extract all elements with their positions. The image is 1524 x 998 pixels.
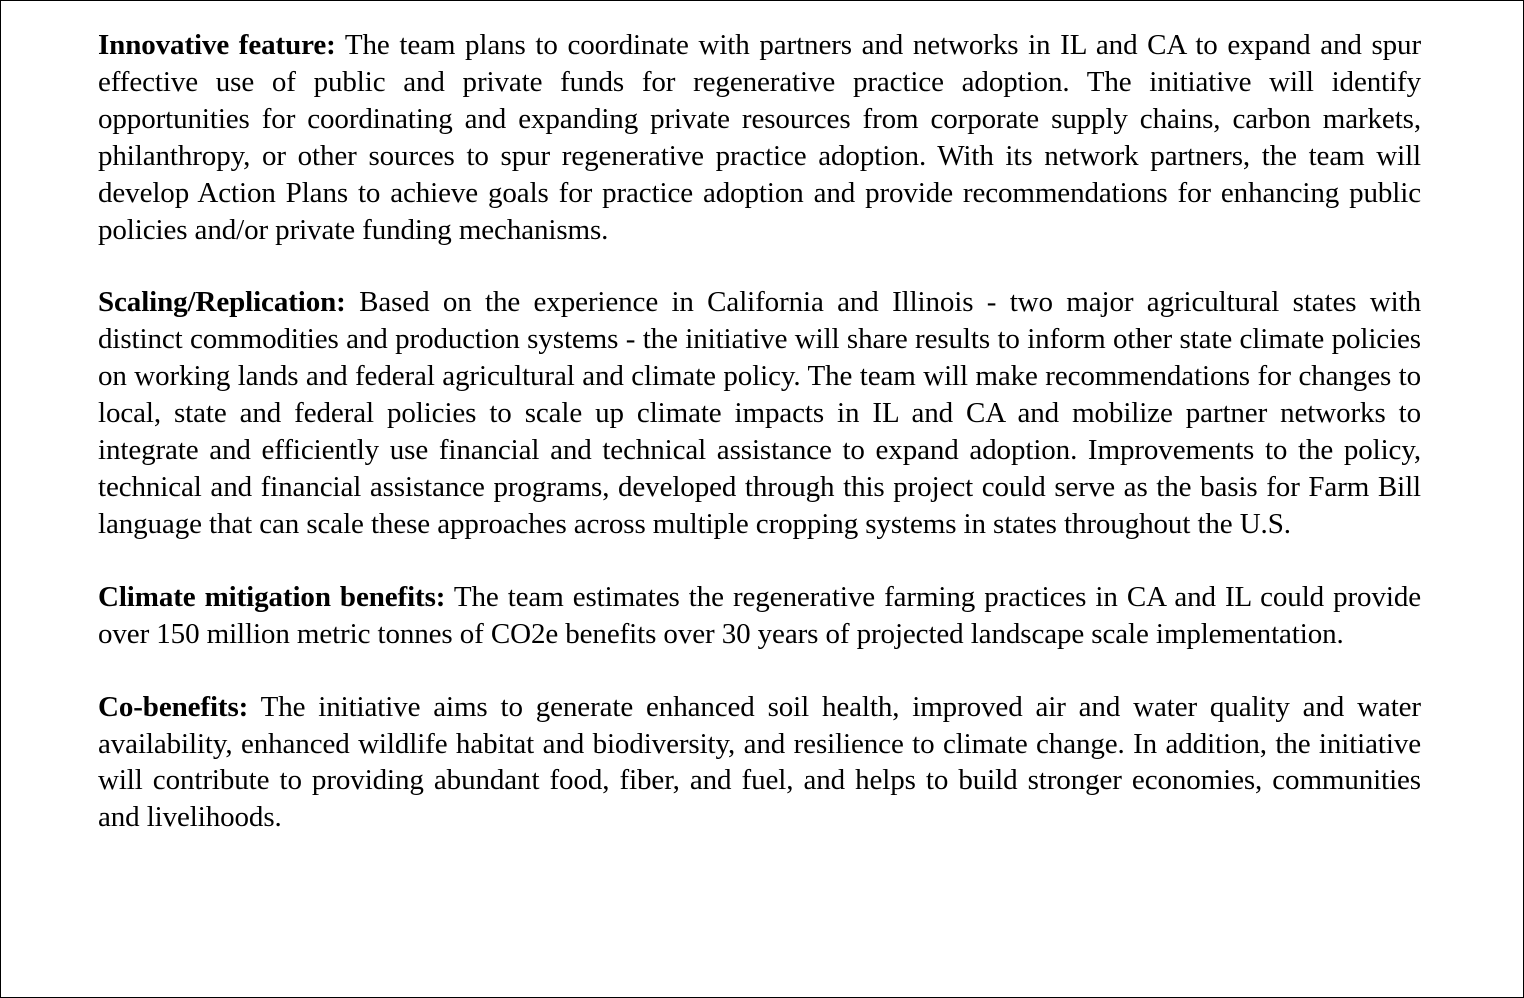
paragraph-co-benefits [98, 689, 1421, 837]
paragraph-innovative-feature [98, 27, 1421, 248]
paragraph-text: The team estimates the regenerative farming practices in CA and IL could provide over 150 million metric tonnes of CO2e benefits over 30 years of projected landscape scale implementation. [98, 580, 1421, 650]
paragraph-text: The team plans to coordinate with partners and networks in IL and CA to expand and spur effective use of public and private funds for regenerative practice adoption. The initiative will identify opportunities for coordinating and expanding private resources from corporate supply chains, carbon markets, philanthropy, or other sources to spur regenerative practice adoption. With its network partners, the team will develop Action Plans to achieve goals for practice adoption and provide recommendations for enhancing public policies and/or private funding mechanisms. [98, 29, 1422, 246]
paragraph-climate-mitigation-benefits [98, 579, 1421, 653]
paragraph-label: Scaling/Replication: [98, 286, 346, 319]
paragraph-text: Based on the experience in California and Illinois - two major agricultural states with distinct commodities and production systems - the initiative will share results to inform other state climate policies on working lands and federal agricultural and climate policy. The team will make recommendations for changes to local, state and federal policies to scale up climate impacts in IL and CA and mobilize partner networks to integrate and efficiently use financial and technical assistance to expand adoption. Improvements to the policy, technical and financial assistance programs, developed through this project could serve as the basis for Farm Bill language that can scale these approaches across multiple cropping systems in states throughout the U.S. [98, 286, 1421, 540]
paragraph-label: Innovative feature: [98, 29, 336, 61]
paragraph-label: Co-benefits: [98, 690, 249, 723]
paragraph-label: Climate mitigation benefits: [98, 580, 446, 613]
paragraph-scaling-replication [98, 284, 1421, 542]
paragraph-text: The initiative aims to generate enhanced soil health, improved air and water quality and water availability, enhanced wildlife habitat and biodiversity, and resilience to climate change. In addition, the initiative will contribute to providing abundant food, fiber, and fuel, and helps to build stronger economies, communities and livelihoods. [98, 690, 1421, 834]
